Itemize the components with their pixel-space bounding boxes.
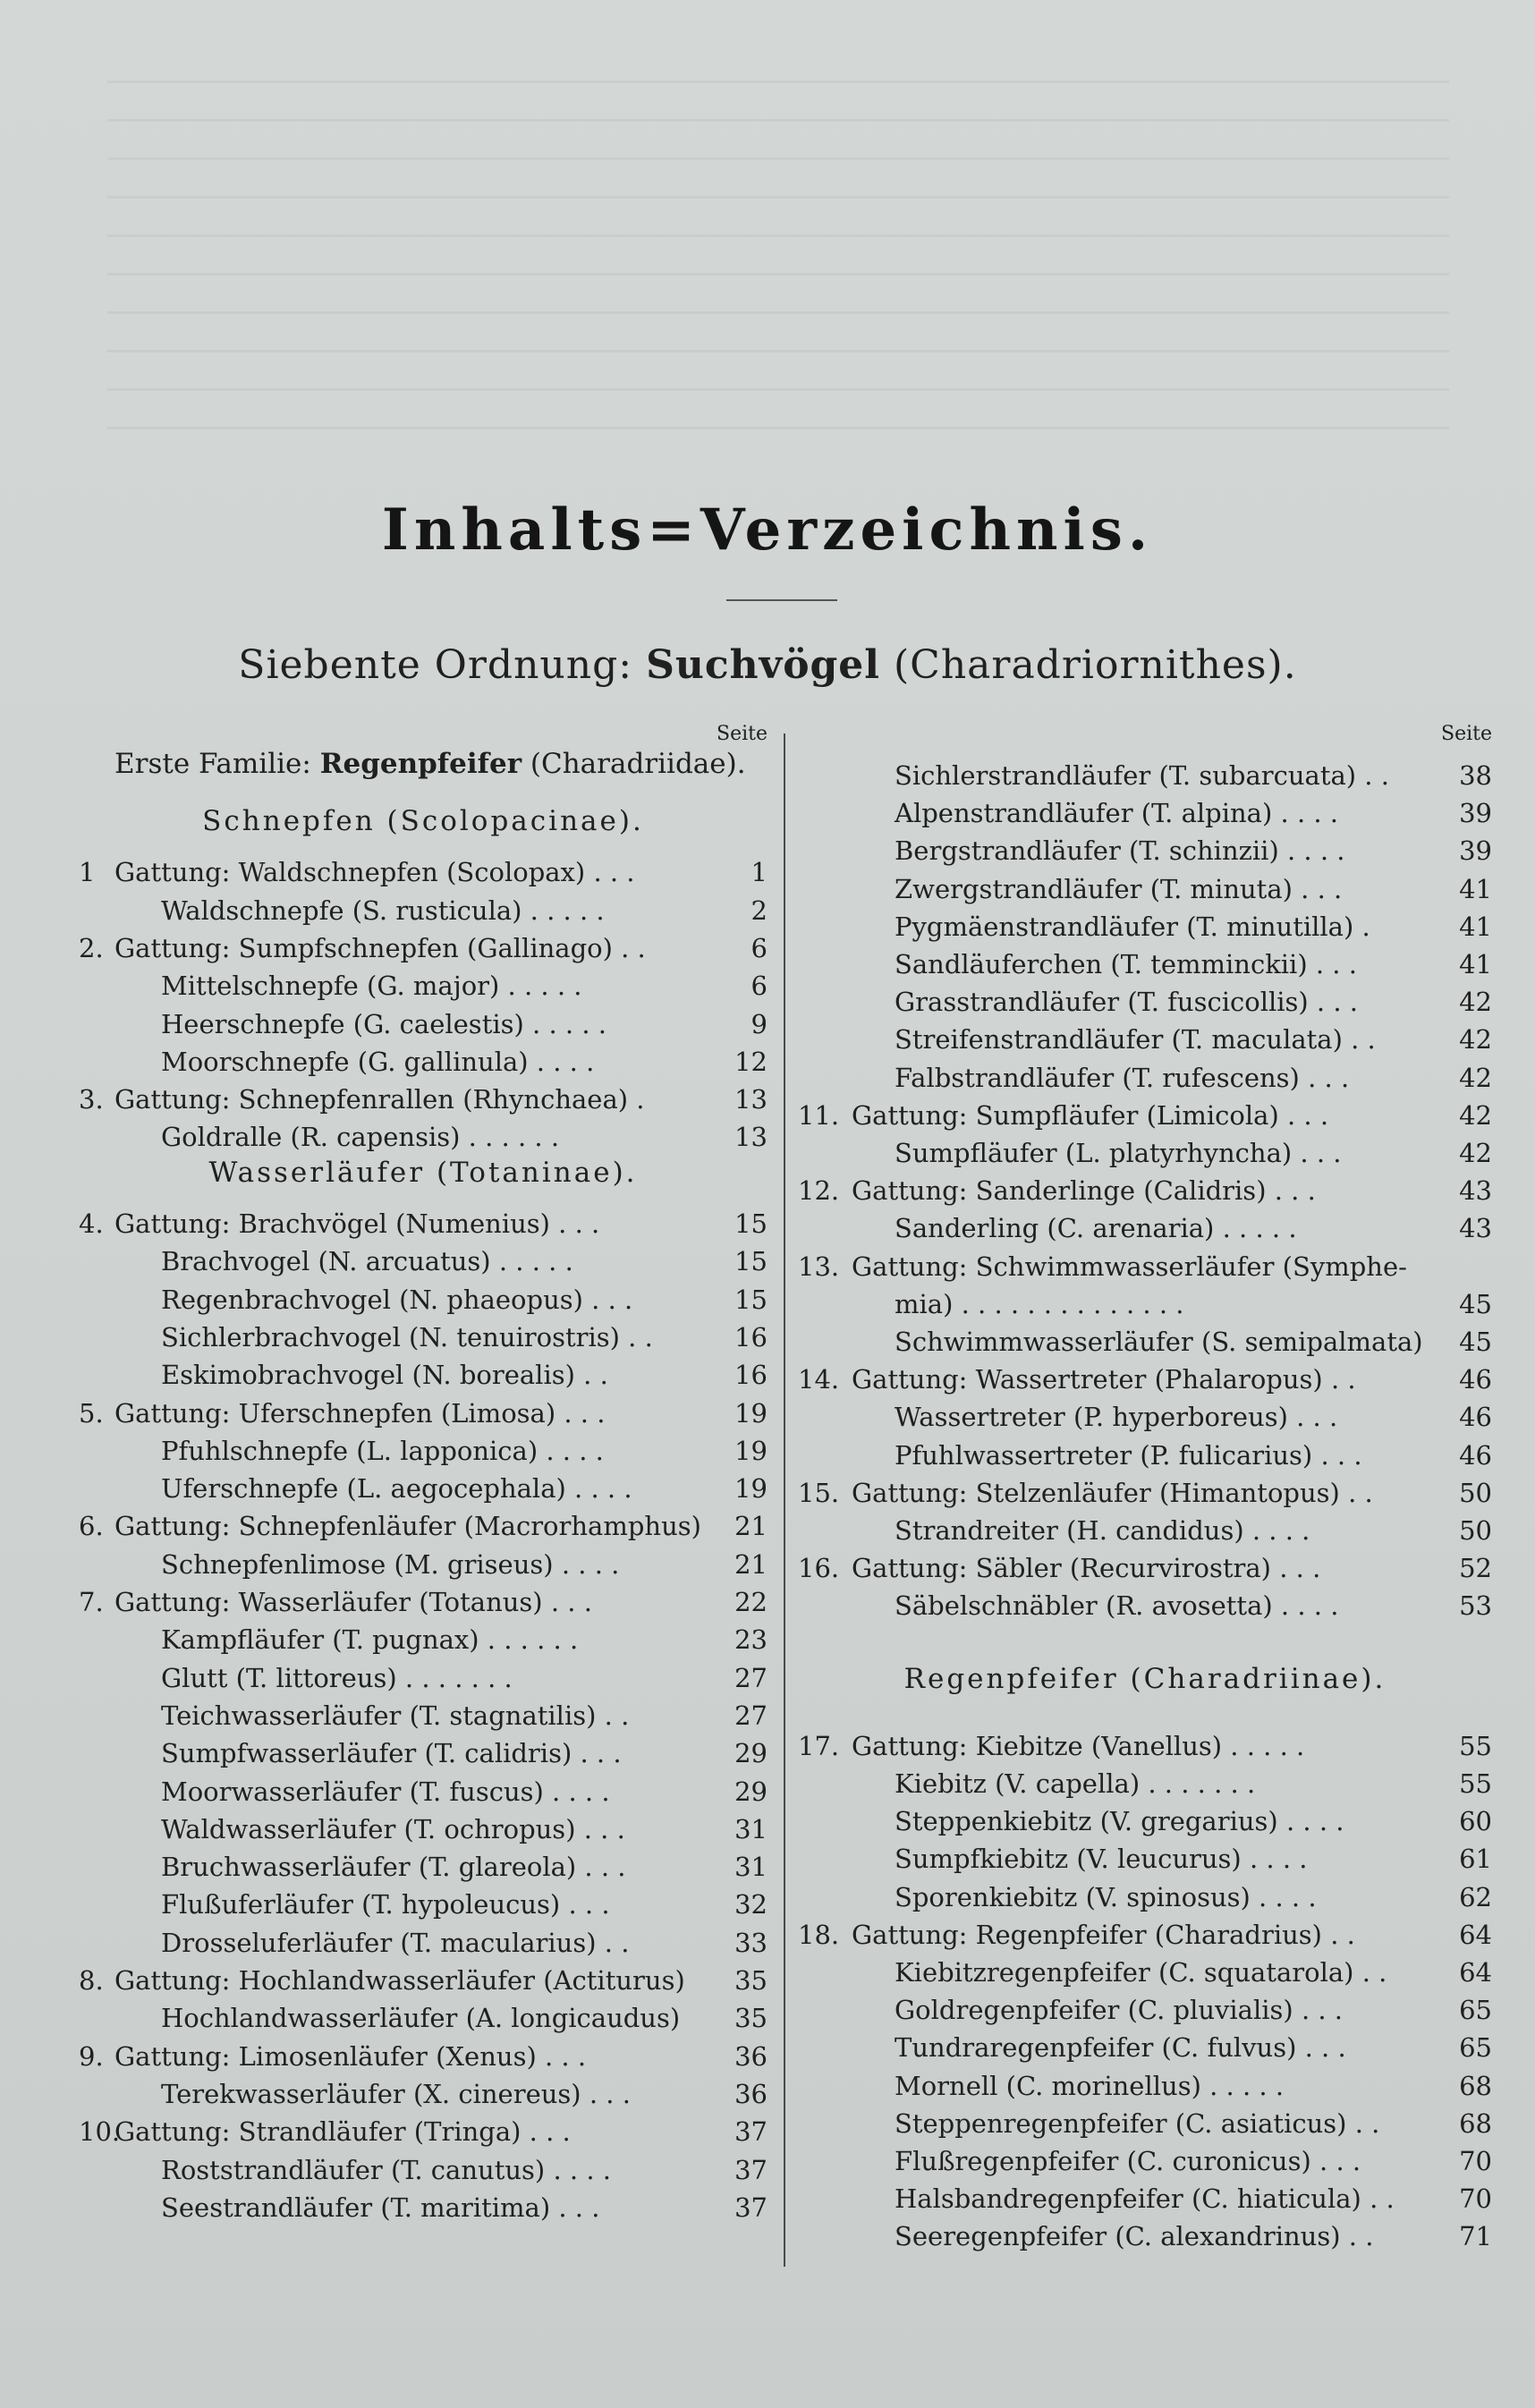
entry-text: Schwimmwasserläufer (S. semipalmata) <box>895 1327 1423 1357</box>
entry-text: Sporenkiebitz (V. spinosus) . . . . <box>895 1881 1317 1912</box>
entry-text: Gattung: Hochlandwasserläufer (Actiturus) <box>114 1965 685 1996</box>
genus-number: 5. <box>79 1397 104 1429</box>
species-row <box>79 2189 768 2226</box>
species-row <box>798 1802 1492 1840</box>
entry-text: Gattung: Säbler (Recurvirostra) . . . <box>852 1553 1321 1584</box>
species-row <box>79 967 768 1005</box>
entry-text: Drosseluferläufer (T. macularius) . . <box>161 1927 630 1958</box>
page-number: 32 <box>734 1889 768 1920</box>
page-number: 45 <box>1459 1327 1492 1357</box>
page-number: 37 <box>734 2154 768 2185</box>
entry-text: Roststrandläufer (T. canutus) . . . . <box>161 2154 611 2185</box>
species-row <box>79 1810 768 1848</box>
order-latin: (Charadriornithes). <box>894 642 1297 688</box>
entry-text: Seeregenpfeifer (C. alexandrinus) . . <box>895 2221 1374 2252</box>
page-number: 42 <box>1459 987 1492 1018</box>
species-row <box>79 1318 768 1356</box>
entry-text: Strandreiter (H. candidus) . . . . <box>895 1515 1310 1546</box>
seite-label-right: Seite <box>1441 723 1492 745</box>
entry-text: Hochlandwasserläufer (A. longicaudus) <box>161 2003 681 2034</box>
genus-number: 4. <box>79 1208 104 1239</box>
page-number: 61 <box>1459 1844 1492 1875</box>
entry-text: Gattung: Wassertreter (Phalaropus) . . <box>852 1364 1356 1395</box>
page-number: 23 <box>734 1624 768 1656</box>
entry-text: Gattung: Stelzenläufer (Himantopus) . . <box>852 1477 1373 1508</box>
species-row <box>798 1134 1492 1172</box>
genus-number: 8. <box>79 1965 104 1996</box>
page-number: 19 <box>734 1435 768 1466</box>
entry-text: Gattung: Schnepfenrallen (Rhynchaea) . <box>114 1084 645 1115</box>
entry-text: Mornell (C. morinellus) . . . . . <box>895 2070 1285 2101</box>
entry-text: Grasstrandläufer (T. fuscicollis) . . . <box>895 987 1359 1018</box>
entry-text: Teichwasserläufer (T. stagnatilis) . . <box>161 1700 630 1731</box>
entry-text: Kiebitz (V. capella) . . . . . . . <box>895 1768 1256 1799</box>
page-number: 19 <box>734 1473 768 1505</box>
species-row <box>798 1437 1492 1474</box>
genus-row <box>798 1549 1492 1587</box>
entry-text: Pfuhlwassertreter (P. fulicarius) . . . <box>895 1439 1362 1471</box>
species-row <box>79 1848 768 1886</box>
page-number: 16 <box>734 1360 768 1391</box>
entry-text: Steppenregenpfeifer (C. asiaticus) . . <box>895 2107 1380 2139</box>
page-number: 16 <box>734 1321 768 1352</box>
genus-row <box>79 1583 768 1621</box>
order-prefix: Siebente Ordnung: <box>238 642 633 688</box>
page-number: 55 <box>1459 1768 1492 1799</box>
entry-text: Gattung: Uferschnepfen (Limosa) . . . <box>114 1397 606 1429</box>
entry-text: Eskimobrachvogel (N. borealis) . . <box>161 1360 608 1391</box>
page-number: 21 <box>734 1548 768 1580</box>
section-heading: Schnepfen (Scolopacinae). <box>202 805 644 837</box>
entry-text: Gattung: Schnepfenläufer (Macrorhamphus) <box>114 1511 701 1542</box>
page-number: 31 <box>734 1852 768 1883</box>
entry-text: Steppenkiebitz (V. gregarius) . . . . <box>895 1806 1344 1837</box>
right-column <box>798 0 1492 2408</box>
species-row <box>798 1587 1492 1624</box>
species-row <box>798 1878 1492 1916</box>
page-title: Inhalts=Verzeichnis. <box>381 496 1154 564</box>
left-column <box>79 0 768 2408</box>
species-row <box>798 1954 1492 1991</box>
page-number: 41 <box>1459 911 1492 942</box>
genus-number: 14. <box>798 1364 840 1395</box>
page-number: 43 <box>1459 1213 1492 1244</box>
page-number: 62 <box>1459 1881 1492 1912</box>
species-row <box>79 1005 768 1043</box>
species-row <box>798 2142 1492 2180</box>
genus-number: 3. <box>79 1084 104 1115</box>
entry-text: Säbelschnäbler (R. avosetta) . . . . <box>895 1590 1339 1622</box>
entry-text: Gattung: Sumpfschnepfen (Gallinago) . . <box>114 932 646 963</box>
genus-number: 16. <box>798 1553 840 1584</box>
species-row <box>798 1765 1492 1802</box>
genus-row <box>79 1395 768 1432</box>
page-number: 27 <box>734 1700 768 1731</box>
species-row <box>798 2105 1492 2142</box>
species-row <box>79 1118 768 1156</box>
entry-text: Schnepfenlimose (M. griseus) . . . . <box>161 1548 620 1580</box>
page-number: 65 <box>1459 2032 1492 2064</box>
genus-row <box>79 1507 768 1545</box>
genus-number: 7. <box>79 1587 104 1617</box>
column-divider <box>784 733 785 2267</box>
entry-text: Bruchwasserläufer (T. glareola) . . . <box>161 1852 626 1883</box>
page-number: 68 <box>1459 2107 1492 2139</box>
page-number: 15 <box>734 1284 768 1315</box>
species-row <box>79 1886 768 1923</box>
genus-row <box>79 853 768 891</box>
page-number: 13 <box>734 1084 768 1115</box>
genus-row <box>798 1248 1492 1285</box>
species-row <box>79 1697 768 1734</box>
page-number: 6 <box>751 932 768 963</box>
page-number: 55 <box>1459 1730 1492 1761</box>
entry-text: Kampfläufer (T. pugnax) . . . . . . <box>161 1624 579 1656</box>
entry-text: Flußuferläufer (T. hypoleucus) . . . <box>161 1889 610 1920</box>
entry-text: Gattung: Schwimmwasserläufer (Symphe- <box>852 1251 1407 1282</box>
section-heading: Wasserläufer (Totaninae). <box>208 1156 638 1189</box>
species-row <box>79 1043 768 1081</box>
genus-number: 11. <box>798 1099 840 1131</box>
genus-row <box>798 1474 1492 1512</box>
species-row <box>798 945 1492 983</box>
page-number: 35 <box>734 2003 768 2034</box>
page-number: 15 <box>734 1246 768 1277</box>
page-number: 33 <box>734 1927 768 1958</box>
species-row <box>79 1621 768 1658</box>
entry-text: Gattung: Kiebitze (Vanellus) . . . . . <box>852 1730 1305 1761</box>
genus-row <box>79 929 768 967</box>
genus-row <box>79 2113 768 2150</box>
species-row <box>79 1999 768 2037</box>
page-number: 64 <box>1459 1957 1492 1988</box>
entry-text: Sandläuferchen (T. temminckii) . . . <box>895 949 1357 979</box>
page-number: 27 <box>734 1662 768 1693</box>
page-number: 21 <box>734 1511 768 1542</box>
page-number: 29 <box>734 1776 768 1807</box>
species-row <box>798 2217 1492 2255</box>
entry-text: Moorschnepfe (G. gallinula) . . . . <box>161 1046 595 1077</box>
species-row <box>798 983 1492 1021</box>
genus-number: 13. <box>798 1251 840 1282</box>
species-row <box>79 1470 768 1507</box>
genus-number: 15. <box>798 1477 840 1508</box>
entry-text: Flußregenpfeifer (C. curonicus) . . . <box>895 2146 1361 2176</box>
genus-number: 1 <box>79 857 96 888</box>
page-number: 68 <box>1459 2070 1492 2101</box>
entry-text: Uferschnepfe (L. aegocephala) . . . . <box>161 1473 632 1505</box>
entry-text: Gattung: Sanderlinge (Calidris) . . . <box>852 1175 1316 1207</box>
species-row <box>798 1209 1492 1247</box>
entry-text: Alpenstrandläufer (T. alpina) . . . . <box>895 798 1339 829</box>
entry-text: Halsbandregenpfeifer (C. hiaticula) . . <box>895 2183 1395 2215</box>
page-number: 6 <box>751 971 768 1002</box>
genus-row <box>79 2038 768 2075</box>
entry-text: Tundraregenpfeifer (C. fulvus) . . . <box>895 2032 1346 2064</box>
entry-text: Mittelschnepfe (G. major) . . . . . <box>161 971 582 1002</box>
page-number: 64 <box>1459 1919 1492 1950</box>
species-row <box>798 1840 1492 1878</box>
page-number: 31 <box>734 1813 768 1844</box>
page-number: 42 <box>1459 1099 1492 1131</box>
order-name: Suchvögel <box>646 642 881 688</box>
page-number: 1 <box>751 857 768 888</box>
entry-text: Pfuhlschnepfe (L. lapponica) . . . . <box>161 1435 604 1466</box>
page-number: 36 <box>734 2040 768 2072</box>
genus-row <box>79 1962 768 1999</box>
species-row <box>79 2075 768 2113</box>
species-row <box>798 2029 1492 2066</box>
species-row <box>79 2151 768 2189</box>
entry-text: Waldschnepfe (S. rusticula) . . . . . <box>161 895 605 926</box>
page-number: 70 <box>1459 2183 1492 2215</box>
species-row <box>79 1242 768 1280</box>
entry-text: Sumpfläufer (L. platyrhyncha) . . . <box>895 1138 1342 1168</box>
entry-text: Gattung: Strandläufer (Tringa) . . . <box>114 2116 571 2148</box>
species-row <box>798 1991 1492 2029</box>
section-heading: Regenpfeifer (Charadriinae). <box>903 1662 1387 1695</box>
genus-number: 6. <box>79 1511 104 1542</box>
page-number: 65 <box>1459 1995 1492 2026</box>
page-number: 39 <box>1459 798 1492 829</box>
entry-text: Sumpfwasserläufer (T. calidris) . . . <box>161 1738 622 1769</box>
page-number: 22 <box>734 1587 768 1617</box>
genus-number: 9. <box>79 2040 104 2072</box>
page-number: 52 <box>1459 1553 1492 1584</box>
entry-text: Gattung: Regenpfeifer (Charadrius) . . <box>852 1919 1355 1950</box>
entry-text: Terekwasserläufer (X. cinereus) . . . <box>161 2078 631 2109</box>
page-number: 36 <box>734 2078 768 2109</box>
entry-text: Seestrandläufer (T. maritima) . . . <box>161 2192 600 2223</box>
species-row <box>79 1432 768 1470</box>
page-number: 2 <box>751 895 768 926</box>
entry-text: Pygmäenstrandläufer (T. minutilla) . <box>895 911 1370 942</box>
species-row <box>798 1512 1492 1549</box>
page-number: 12 <box>734 1046 768 1077</box>
species-row <box>798 757 1492 794</box>
page-number: 71 <box>1459 2221 1492 2252</box>
entry-text: Gattung: Wasserläufer (Totanus) . . . <box>114 1587 592 1617</box>
genus-number: 17. <box>798 1730 840 1761</box>
genus-row <box>798 1172 1492 1209</box>
species-row <box>798 1059 1492 1097</box>
seite-label-left: Seite <box>717 723 768 745</box>
species-row <box>79 1356 768 1394</box>
species-row <box>79 892 768 929</box>
entry-text: Glutt (T. littoreus) . . . . . . . <box>161 1662 513 1693</box>
page-number: 50 <box>1459 1477 1492 1508</box>
page-number: 9 <box>751 1008 768 1039</box>
entry-text: Moorwasserläufer (T. fuscus) . . . . <box>161 1776 610 1807</box>
entry-text: Falbstrandläufer (T. rufescens) . . . <box>895 1062 1350 1093</box>
page-number: 15 <box>734 1208 768 1239</box>
entry-text: Gattung: Waldschnepfen (Scolopax) . . . <box>114 857 635 888</box>
entry-text: Zwergstrandläufer (T. minuta) . . . <box>895 873 1343 904</box>
species-row <box>798 1021 1492 1058</box>
entry-text: Goldralle (R. capensis) . . . . . . <box>161 1122 560 1153</box>
entry-text: Sichlerbrachvogel (N. tenuirostris) . . <box>161 1321 653 1352</box>
page-number: 19 <box>734 1397 768 1429</box>
species-row <box>79 1924 768 1962</box>
page-number: 46 <box>1459 1402 1492 1433</box>
page-number: 60 <box>1459 1806 1492 1837</box>
page-number: 39 <box>1459 835 1492 867</box>
page-number: 41 <box>1459 873 1492 904</box>
entry-text: Waldwasserläufer (T. ochropus) . . . <box>161 1813 625 1844</box>
page-number: 45 <box>1459 1288 1492 1319</box>
page-number: 41 <box>1459 949 1492 979</box>
species-row <box>79 1281 768 1318</box>
genus-number: 12. <box>798 1175 840 1207</box>
family-heading <box>114 748 746 780</box>
species-row <box>798 2180 1492 2217</box>
genus-row <box>798 1727 1492 1765</box>
entry-text: Heerschnepfe (G. caelestis) . . . . . <box>161 1008 606 1039</box>
entry-text: Streifenstrandläufer (T. maculata) . . <box>895 1024 1376 1056</box>
page-number: 38 <box>1459 760 1492 791</box>
page-number: 50 <box>1459 1515 1492 1546</box>
genus-number: 10. <box>79 2116 121 2148</box>
entry-text: Sichlerstrandläufer (T. subarcuata) . . <box>895 760 1389 791</box>
entry-text: Gattung: Brachvögel (Numenius) . . . <box>114 1208 600 1239</box>
entry-text: Sanderling (C. arenaria) . . . . . <box>895 1213 1297 1244</box>
page-number: 29 <box>734 1738 768 1769</box>
species-row <box>798 794 1492 832</box>
page-number: 53 <box>1459 1590 1492 1622</box>
genus-number: 18. <box>798 1919 840 1950</box>
page-number: 46 <box>1459 1364 1492 1395</box>
family-prefix: Erste Familie: <box>114 748 311 780</box>
family-latin: (Charadriidae). <box>530 748 746 780</box>
species-row <box>798 2067 1492 2105</box>
genus-row <box>798 1361 1492 1398</box>
entry-text: Goldregenpfeifer (C. pluvialis) . . . <box>895 1995 1344 2026</box>
genus-row <box>79 1081 768 1118</box>
family-name: Regenpfeifer <box>319 748 522 780</box>
genus-row <box>798 1916 1492 1954</box>
page-number: 46 <box>1459 1439 1492 1471</box>
entry-text: Wassertreter (P. hyperboreus) . . . <box>895 1402 1338 1433</box>
entry-text: Gattung: Sumpfläufer (Limicola) . . . <box>852 1099 1329 1131</box>
entry-text: Gattung: Limosenläufer (Xenus) . . . <box>114 2040 587 2072</box>
entry-text: Sumpfkiebitz (V. leucurus) . . . . <box>895 1844 1308 1875</box>
species-row <box>79 1546 768 1583</box>
species-row <box>798 1285 1492 1323</box>
species-row <box>798 832 1492 869</box>
page-number: 70 <box>1459 2146 1492 2176</box>
entry-text: Brachvogel (N. arcuatus) . . . . . <box>161 1246 573 1277</box>
page-number: 13 <box>734 1122 768 1153</box>
entry-text: Regenbrachvogel (N. phaeopus) . . . <box>161 1284 633 1315</box>
species-row <box>798 1398 1492 1436</box>
species-row <box>798 1323 1492 1361</box>
entry-text: mia) . . . . . . . . . . . . . . <box>895 1288 1184 1319</box>
page-number: 37 <box>734 2116 768 2148</box>
page-number: 35 <box>734 1965 768 1996</box>
entry-text: Bergstrandläufer (T. schinzii) . . . . <box>895 835 1345 867</box>
genus-row <box>79 1205 768 1242</box>
page-number: 42 <box>1459 1024 1492 1056</box>
species-row <box>79 1773 768 1810</box>
entry-text: Kiebitzregenpfeifer (C. squatarola) . . <box>895 1957 1387 1988</box>
species-row <box>79 1659 768 1697</box>
page-number: 42 <box>1459 1138 1492 1168</box>
species-row <box>798 908 1492 945</box>
genus-number: 2. <box>79 932 104 963</box>
species-row <box>798 870 1492 908</box>
species-row <box>79 1734 768 1772</box>
page-number: 42 <box>1459 1062 1492 1093</box>
genus-row <box>798 1097 1492 1134</box>
page-number: 43 <box>1459 1175 1492 1207</box>
page-number: 37 <box>734 2192 768 2223</box>
